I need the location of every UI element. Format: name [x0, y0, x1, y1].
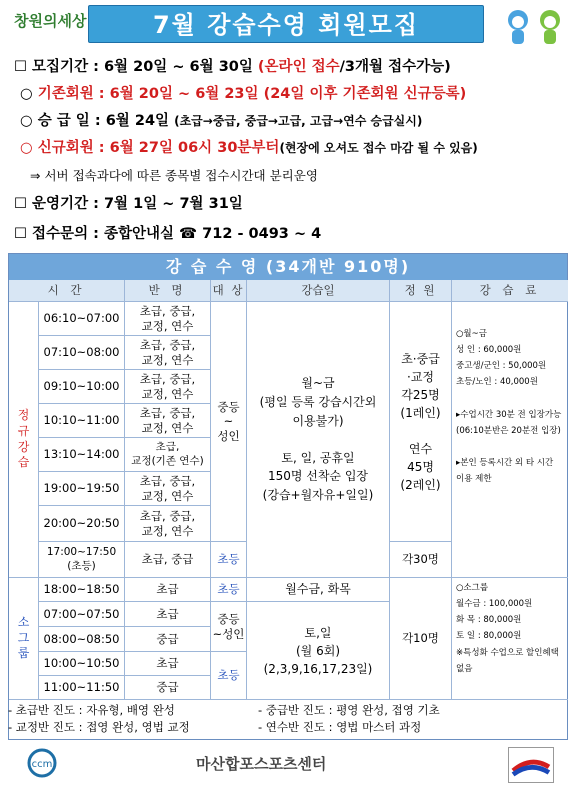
time-cell: 11:00~11:50	[39, 676, 125, 700]
center-name: 마산합포스포츠센터	[196, 755, 327, 773]
time-cell: 20:00~20:50	[39, 506, 125, 542]
fee-cell: ○소그룹 월수금 : 100,000원 화 목 : 80,000원 토 일 : 80,000원 ※특성화 수업으로 할인혜택 없음	[452, 578, 568, 700]
capacity-cell: 각10명	[390, 578, 452, 700]
header-capacity: 정 원	[390, 280, 452, 302]
time-cell: 10:10~11:00	[39, 404, 125, 438]
new-member: ○ 신규회원 : 6월 27일 06시 30분부터(현장에 오셔도 접수 마감 될 수 있음)	[20, 140, 478, 156]
flag-icon	[508, 747, 554, 783]
city-logo: 창원의세상	[14, 12, 87, 30]
existing-member: ○ 기존회원 : 6월 20일 ~ 6월 23일 (24일 이후 기존회원 신규등록)	[20, 86, 467, 102]
time-cell: 07:00~07:50	[39, 602, 125, 627]
target-cell: 초등	[211, 652, 247, 700]
time-cell: 08:00~08:50	[39, 627, 125, 652]
header-time: 시 간	[9, 280, 125, 302]
class-cell: 초급, 중급, 교정, 연수	[125, 506, 211, 542]
header	[0, 0, 576, 50]
footer	[0, 745, 576, 786]
time-cell: 07:10~08:00	[39, 336, 125, 370]
class-cell: 초급, 교정(기존 연수)	[125, 438, 211, 472]
days-cell: 월~금 (평일 등록 강습시간외 이용불가) 토, 일, 공휴일 150명 선착순 입장 (강습+월자유+일일)	[247, 302, 390, 578]
ccm-logo-icon	[22, 748, 62, 782]
fee-cell: ○월~금 성 인 : 60,000원 중고생/군인 : 50,000원 초등/노인 : 40,000원 ▸수업시간 30분 전 입장가능 (06:10분반은 20분전 입장) ▸본인 등록시간 외 타 시간 이용 제한	[452, 302, 568, 578]
note-item: - 초급반 진도 : 자유형, 배영 완성	[8, 703, 175, 717]
class-cell: 초급	[125, 602, 211, 627]
target-cell: 중등 ~ 성인	[211, 302, 247, 542]
target-cell: 초등	[211, 542, 247, 578]
capacity-cell: 각30명	[390, 542, 452, 578]
class-cell: 초급, 중급, 교정, 연수	[125, 302, 211, 336]
svg-text:ccm: ccm	[31, 759, 53, 770]
inquiry: ☐ 접수문의 : 종합안내실 ☎ 712 - 0493 ~ 4	[14, 226, 322, 242]
capacity-cell: 초·중급 ·교정 각25명 (1레인) 연수 45명 (2레인)	[390, 302, 452, 542]
header-fee: 강 습 료	[452, 280, 568, 302]
class-cell: 중급	[125, 676, 211, 700]
class-cell: 초급	[125, 578, 211, 602]
server-note: ⇒ 서버 접속과다에 따른 종목별 접수시간대 분리운영	[30, 168, 318, 183]
class-cell: 초급, 중급, 교정, 연수	[125, 404, 211, 438]
time-cell: 06:10~07:00	[39, 302, 125, 336]
class-cell: 초급	[125, 652, 211, 676]
class-cell: 초급, 중급, 교정, 연수	[125, 370, 211, 404]
operation-period: ☐ 운영기간 : 7월 1일 ~ 7월 31일	[14, 196, 243, 212]
target-cell: 중등 ~성인	[211, 602, 247, 652]
recruit-period: ☐ 모집기간 : 6월 20일 ~ 6월 30일 (온라인 접수/3개월 접수가능)	[14, 59, 451, 75]
time-cell: 10:00~10:50	[39, 652, 125, 676]
note-item: - 교정반 진도 : 접영 완성, 영법 교정	[8, 720, 190, 734]
header-class: 반 명	[125, 280, 211, 302]
class-cell: 초급, 중급	[125, 542, 211, 578]
target-cell: 초등	[211, 578, 247, 602]
time-cell: 18:00~18:50	[39, 578, 125, 602]
table-title: 강 습 수 영 (34개반 910명)	[9, 254, 567, 280]
class-cell: 초급, 중급, 교정, 연수	[125, 336, 211, 370]
small-group-section-label: 소 그 룹	[9, 578, 39, 700]
time-cell: 19:00~19:50	[39, 472, 125, 506]
note-item: - 중급반 진도 : 평영 완성, 접영 기초	[258, 703, 440, 717]
note-item: - 연수반 진도 : 영법 마스터 과정	[258, 720, 422, 734]
time-cell: 09:10~10:00	[39, 370, 125, 404]
days-cell: 월수금, 화목	[247, 578, 390, 602]
progress-notes	[8, 702, 568, 736]
header-target: 대 상	[211, 280, 247, 302]
time-cell: 13:10~14:00	[39, 438, 125, 472]
class-cell: 중급	[125, 627, 211, 652]
swim-class-table	[8, 253, 568, 740]
mascot-icon	[500, 4, 570, 46]
days-cell: 토,일 (월 6회) (2,3,9,16,17,23일)	[247, 602, 390, 700]
class-cell: 초급, 중급, 교정, 연수	[125, 472, 211, 506]
header-days: 강습일	[247, 280, 390, 302]
regular-section-label: 정 규 강 습	[9, 302, 39, 578]
time-cell: 17:00~17:50 (초등)	[39, 542, 125, 578]
page-title: 7월 강습수영 회원모집	[88, 5, 484, 43]
promotion-day: ○ 승 급 일 : 6월 24일 (초급→중급, 중급→고급, 고급→연수 승급실시)	[20, 113, 423, 129]
